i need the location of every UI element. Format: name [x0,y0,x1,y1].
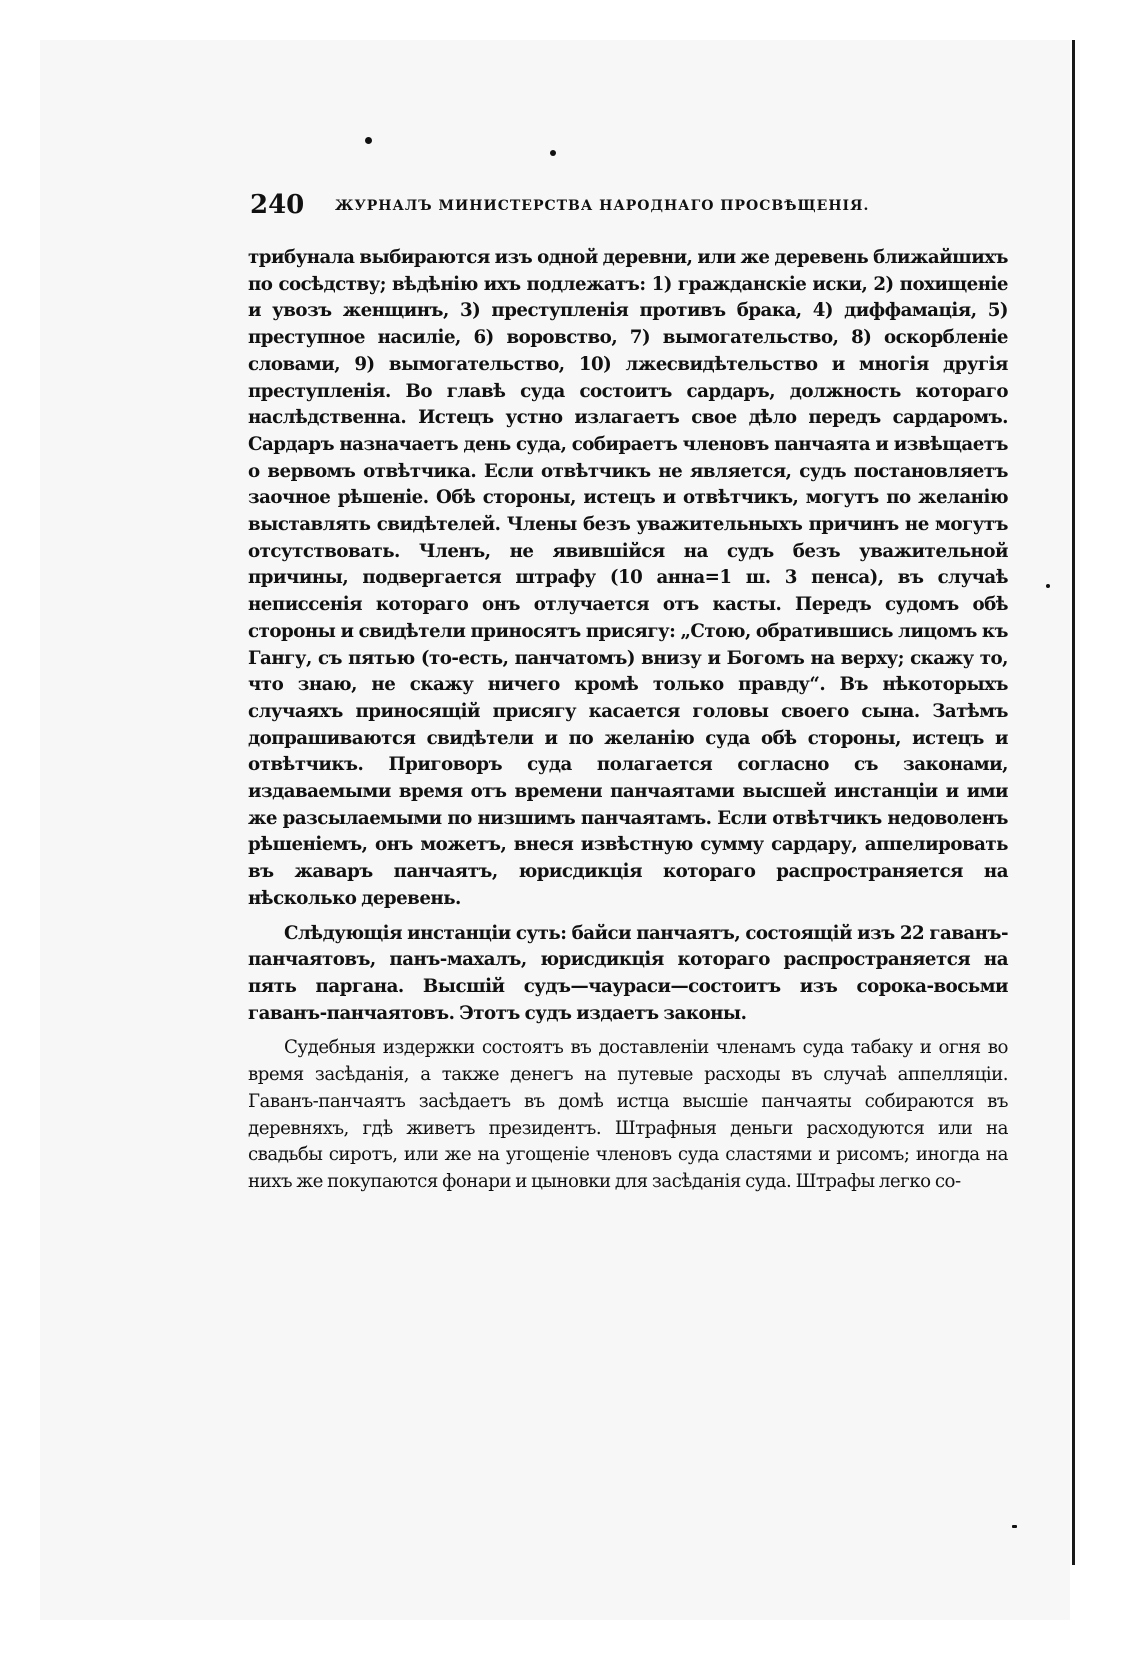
scan-speck [1046,584,1050,588]
paragraph: Слѣдующія инстанціи суть: байси панчаятъ, состоящій изъ 22 гаванъ-панчаятовъ, панъ-махалъ, юрисдикція котораго распространяется на пять паргана. Высшій судъ—чаураси—состоитъ изъ сорока-восьми гаванъ-панчаятовъ. Этотъ судъ издаетъ законы. [248,922,1008,1024]
page-header [250,190,1010,226]
page-edge-line [1072,40,1075,1565]
running-head: ЖУРНАЛЪ МИНИСТЕРСТВА НАРОДНАГО ПРОСВѢЩЕНІЯ. [335,198,870,214]
paragraph: Судебныя издержки состоятъ въ доставленіи членамъ суда табаку и огня во время засѣданія, а также денегъ на путевые расходы въ случаѣ аппелляціи. Гаванъ-панчаятъ засѣдаетъ въ домѣ истца высшіе панчаяты собираются въ деревняхъ, гдѣ живетъ президентъ. Штрафныя деньги расходуются или на свадьбы сиротъ, или же на угощеніе членовъ суда сластями и рисомъ; иногда на нихъ же покупаются фонари и цыновки для засѣданія суда. Штрафы легко со- [248,1037,1008,1192]
paragraph: трибунала выбираются изъ одной деревни, или же деревень ближайшихъ по сосѣдству; вѣдѣнію ихъ подлежатъ: 1) гражданскіе иски, 2) похищеніе и увозъ женщинъ, 3) преступленія противъ брака, 4) диффамація, 5) преступное насиліе, 6) воровство, 7) вымогательство, 8) оскорбленіе словами, 9) вымогательство, 10) лжесвидѣтельство и многія другія преступленія. Во главѣ суда состоитъ сардаръ, должность котораго наслѣдственна. Истецъ устно излагаетъ свое дѣло передъ сардаромъ. Сардаръ назначаетъ день суда, собираетъ членовъ панчаята и извѣщаетъ о вервомъ отвѣтчика. Если отвѣтчикъ не является, судъ постановляетъ заочное рѣшеніе. Обѣ стороны, истецъ и отвѣтчикъ, могутъ по желанію выставлять свидѣтелей. Члены безъ уважительныхъ причинъ не могутъ отсутствовать. Членъ, не явившійся на судъ безъ уважительной причины, подвергается штрафу (10 анна=1 ш. 3 пенса), въ случаѣ неписсенія котораго онъ отлучается отъ касты. Передъ судомъ обѣ стороны и свидѣтели приносятъ присягу: „Стою, обратившись лицомъ къ Гангу, съ пятью (то-есть, панчатомъ) внизу и Богомъ на верху; скажу то, что знаю, не скажу ничего кромѣ только правду“. Въ нѣкоторыхъ случаяхъ приносящій присягу касается головы своего сына. Затѣмъ допрашиваются свидѣтели и по желанію суда обѣ стороны, истецъ и отвѣтчикъ. Приговоръ суда полагается согласно съ законами, издаваемыми время отъ времени панчаятами высшей инстанціи и ими же разсылаемыми по низшимъ панчаятамъ. Если отвѣтчикъ недоволенъ рѣшеніемъ, онъ можетъ, внеся извѣстную сумму сардару, аппелировать въ жаваръ панчаятъ, юрисдикція котораго распространяется на нѣсколько деревень. [248,247,1008,909]
page-number: 240 [250,190,305,220]
scan-speck [1012,1525,1017,1528]
scan-speck [550,150,556,156]
body-text [248,245,1008,1204]
scan-speck [365,137,372,144]
